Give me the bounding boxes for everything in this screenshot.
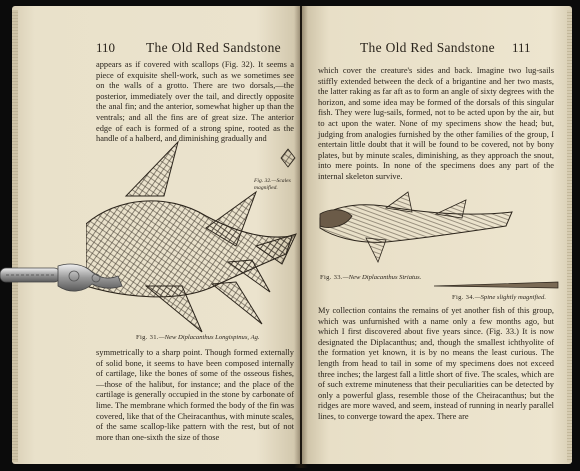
running-head: The Old Red Sandstone [146, 40, 281, 55]
silver-page-clip [0, 258, 132, 308]
body-text-bottom: symmetrically to a sharp point. Though formed externally of solid bone, it seems to have been composed internally of cartilage, like the bones of some of the osseous fishes,—those of the halibut, for instance; and the place of the cartilage is generally occupied in the stone by carbonate of lime. The membrane which formed the body of the fin was covered, like that of the Cheiracanthus, with minute scales, of the same scallop-like pattern with the rest, but of not more than one-sixth the size of those [96, 348, 294, 442]
spine-magnified-illustration [432, 280, 560, 290]
open-book [8, 6, 574, 468]
body-text-top: which cover the creature's sides and back. Imagine two lug-sails stiffly extended between the deck of a brigantine and her two masts, the latter raking as far aft as to form an angle of sixty degrees with the horizon, and some idea may be formed of the dorsals of this singular fish. They were lug-sails, formed, not to be acted upon by the air, but to act upon the water. None of my specimens show the head; but, judging from analogies furnished by the other families of the group, I entertain little doubt that it will be found to be covered, not by bony plates, but by minute scales, diminishing, as they approach the snout, into mere points. In none of the specimens does any part of the internal skeleton survive. [318, 66, 554, 181]
page-number: 111 [512, 40, 531, 55]
running-head: The Old Red Sandstone [360, 40, 495, 55]
page-edges [12, 10, 18, 462]
figure-34-caption: Fig. 34.—Spine slightly magnified. [452, 294, 546, 301]
page-edges [567, 10, 572, 462]
figure-33-caption: Fig. 33.—New Diplacanthus Striatus. [320, 274, 422, 281]
body-text-bottom: My collection contains the remains of yet another fish of this group, which was unfurnished with a name only a few months ago, but which I first discovered about five years since. (Fig. 33.) It is now designated the Diplacanthus; and, though the smallest ichthyolite of the formation yet known, it is by no means the least curious. The length from head to tail in some of my specimens does not exceed three inches; the largest fall a little short of five. The scales, which are of such extreme minuteness that their peculiarities can be detected by only a powerful glass, resemble those of the Cheiracanthus; but the ridges are more waved, and seem, instead of running in nearly parallel lines, to converge toward the apex. There are [318, 306, 554, 421]
fish-illustration-diplacanthus-striatus [316, 186, 516, 266]
figure-31-caption: Fig. 31.—New Diplacanthus Longispinus, Ag. [136, 334, 260, 341]
left-page [12, 6, 300, 464]
body-text-top: appears as if covered with scallops (Fig. 32). It seems a piece of exquisite shell-work, such as we sometimes see on the walls of a grotto. There are two dorsals,—the posterior, immediately over the tail, and directly opposite the anal fin; and the anterior, somewhat higher up than the ventrals; and all the fins are of great size. The anterior edge of each is formed of a strong spine, rooted as the handle of a halberd, and diminishing gradually and [96, 60, 294, 144]
book-gutter [294, 6, 308, 468]
right-page [302, 6, 572, 464]
figure-32-caption: Fig. 32.—Scales magnified. [254, 178, 291, 191]
page-number: 110 [96, 40, 116, 55]
